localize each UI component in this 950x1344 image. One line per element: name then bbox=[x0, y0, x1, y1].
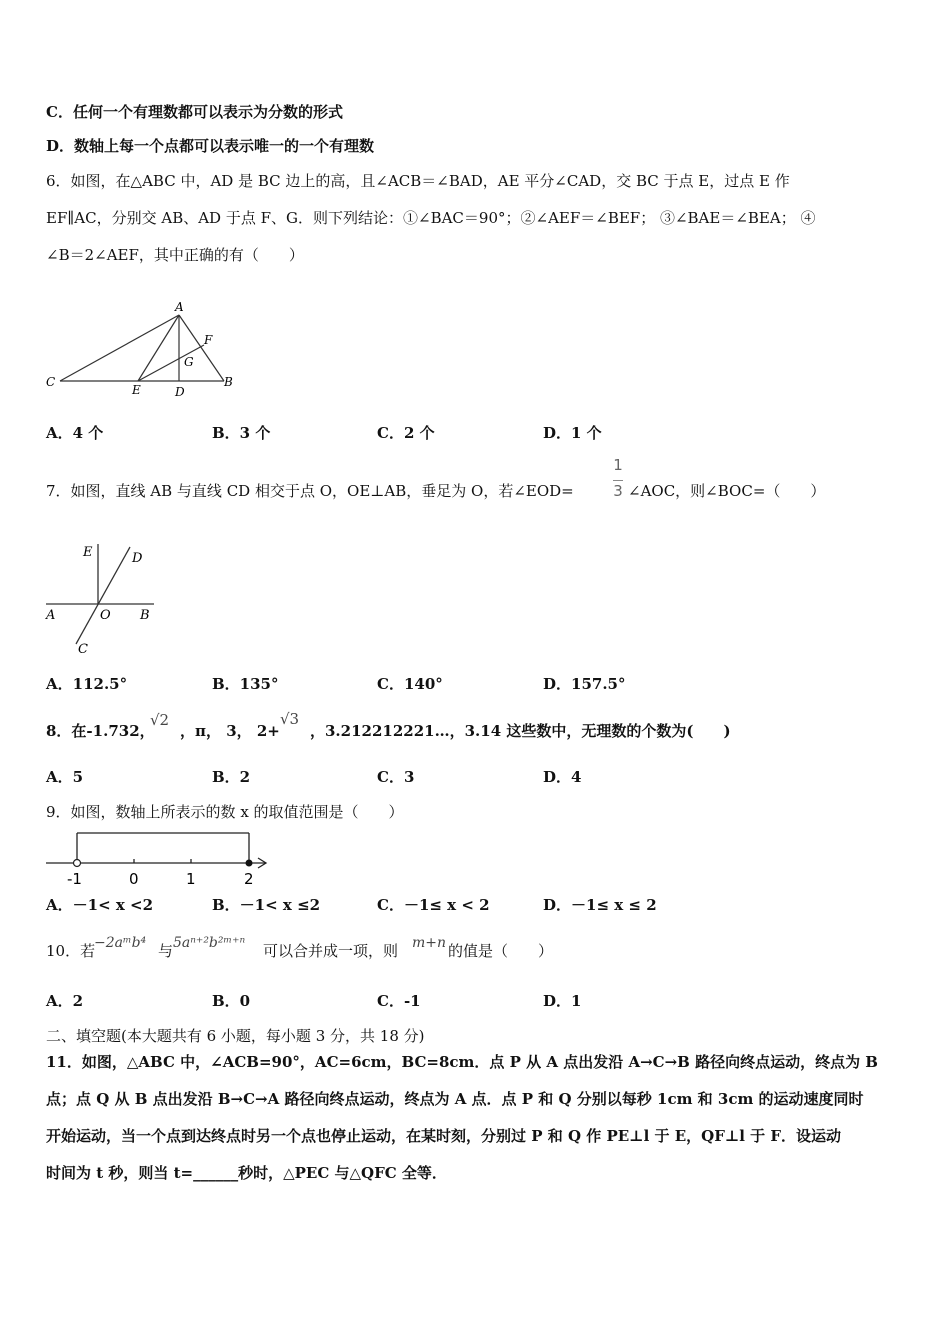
q11-line-1: 11．如图，△ABC 中，∠ACB=90°，AC=6cm，BC=8cm．点 P 从 A 点出发沿 A→C→B 路径向终点运动，终点为 B bbox=[46, 1053, 878, 1071]
option-c-statement: C．任何一个有理数都可以表示为分数的形式 bbox=[46, 103, 343, 121]
q10-question-start: 10．若 bbox=[46, 942, 96, 960]
fig7-label-C: C bbox=[78, 642, 88, 657]
fig7-label-D: D bbox=[132, 551, 143, 566]
q6-line-3: ∠B＝2∠AEF，其中正确的有（ ） bbox=[46, 246, 304, 264]
q6-option-c[interactable]: C．2 个 bbox=[377, 424, 435, 442]
q8-sqrt2: √2 bbox=[150, 711, 170, 729]
q6-option-d[interactable]: D．1 个 bbox=[543, 424, 602, 442]
fig7-label-A: A bbox=[46, 608, 56, 623]
option-d-statement: D．数轴上每一个点都可以表示唯一的一个有理数 bbox=[46, 137, 375, 155]
q9-option-c[interactable]: C．－1≤ x < 2 bbox=[377, 896, 490, 914]
q9-option-b[interactable]: B．－1< x ≤2 bbox=[212, 896, 321, 914]
q9-tick-minus-1: -1 bbox=[67, 870, 82, 888]
q7-fraction-numerator: 1 bbox=[613, 456, 623, 474]
q7-option-c[interactable]: C．140° bbox=[377, 675, 443, 693]
q6-triangle-figure bbox=[44, 298, 244, 400]
fig7-label-E: E bbox=[83, 545, 93, 560]
q8-question-end: ，3.212212221…，3.14 这些数中，无理数的个数为( ) bbox=[310, 722, 731, 740]
fig6-label-D: D bbox=[175, 385, 185, 399]
q9-tick-1: 1 bbox=[186, 870, 196, 888]
q9-option-d[interactable]: D．－1≤ x ≤ 2 bbox=[543, 896, 657, 914]
section-2-heading: 二、填空题(本大题共有 6 小题，每小题 3 分，共 18 分) bbox=[46, 1027, 425, 1045]
q7-option-b[interactable]: B．135° bbox=[212, 675, 279, 693]
q8-option-b[interactable]: B．2 bbox=[212, 768, 251, 786]
q6-line-1: 6．如图，在△ABC 中，AD 是 BC 边上的高，且∠ACB＝∠BAD，AE 平分∠CAD，交 BC 于点 E，过点 E 作 bbox=[46, 172, 790, 190]
q7-option-d[interactable]: D．157.5° bbox=[543, 675, 626, 693]
q10-expression-2: 5aⁿ⁺²b²ᵐ⁺ⁿ bbox=[173, 935, 246, 951]
q10-question-and: 与 bbox=[158, 942, 174, 960]
fig6-label-C: C bbox=[46, 375, 56, 389]
fig6-label-B: B bbox=[224, 375, 233, 389]
q9-number-line-figure bbox=[40, 830, 275, 890]
q9-option-a[interactable]: A．－1< x <2 bbox=[46, 896, 154, 914]
q10-option-c[interactable]: C．-1 bbox=[377, 992, 421, 1010]
q8-question-start: 8．在-1.732， bbox=[46, 722, 155, 740]
fig7-label-B: B bbox=[140, 608, 150, 623]
q7-fraction-denominator: 3 bbox=[613, 482, 623, 500]
q8-option-c[interactable]: C．3 bbox=[377, 768, 415, 786]
q10-expression-1: −2aᵐb⁴ bbox=[94, 935, 147, 951]
q10-question-middle: 可以合并成一项，则 bbox=[263, 942, 399, 960]
q10-expression-3: m+n bbox=[412, 935, 447, 951]
fig6-label-F: F bbox=[204, 333, 213, 347]
q7-question-start: 7．如图，直线 AB 与直线 CD 相交于点 O，OE⊥AB，垂足为 O，若∠EOD= bbox=[46, 482, 574, 500]
q10-option-a[interactable]: A．2 bbox=[46, 992, 84, 1010]
q6-option-a[interactable]: A．4 个 bbox=[46, 424, 104, 442]
q9-tick-2: 2 bbox=[244, 870, 254, 888]
q6-line-2: EF∥AC，分别交 AB、AD 于点 F、G．则下列结论：①∠BAC＝90°；②∠AEF＝∠BEF； ③∠BAE＝∠BEA； ④ bbox=[46, 209, 816, 227]
fig6-label-A: A bbox=[175, 300, 184, 314]
q6-option-b[interactable]: B．3 个 bbox=[212, 424, 271, 442]
q8-sqrt3: √3 bbox=[280, 710, 300, 728]
q7-lines-figure bbox=[42, 540, 162, 660]
q9-closed-circle bbox=[246, 860, 253, 867]
q8-option-d[interactable]: D．4 bbox=[543, 768, 582, 786]
q7-fraction-bar bbox=[613, 480, 623, 481]
q7-option-a[interactable]: A．112.5° bbox=[46, 675, 128, 693]
q10-option-b[interactable]: B．0 bbox=[212, 992, 251, 1010]
q8-option-a[interactable]: A．5 bbox=[46, 768, 84, 786]
q9-tick-0: 0 bbox=[129, 870, 139, 888]
fig6-label-E: E bbox=[132, 383, 141, 397]
q11-line-4: 时间为 t 秒，则当 t=______秒时，△PEC 与△QFC 全等． bbox=[46, 1164, 447, 1182]
q9-open-circle bbox=[74, 860, 81, 867]
q10-option-d[interactable]: D．1 bbox=[543, 992, 582, 1010]
q9-question: 9．如图，数轴上所表示的数 x 的取值范围是（ ） bbox=[46, 803, 404, 821]
q10-question-end: 的值是（ ） bbox=[448, 942, 554, 960]
q11-line-3: 开始运动，当一个点到达终点时另一个点也停止运动，在某时刻，分别过 P 和 Q 作 PE⊥l 于 E，QF⊥l 于 F．设运动 bbox=[46, 1127, 842, 1145]
q7-question-end: ∠AOC，则∠BOC=（ ） bbox=[628, 482, 826, 500]
q8-question-middle: ，π， 3， 2+ bbox=[180, 722, 280, 740]
q11-line-2: 点；点 Q 从 B 点出发沿 B→C→A 路径向终点运动，终点为 A 点．点 P 和 Q 分别以每秒 1cm 和 3cm 的运动速度同时 bbox=[46, 1090, 864, 1108]
fig6-label-G: G bbox=[184, 355, 194, 369]
fig7-label-O: O bbox=[100, 608, 111, 623]
